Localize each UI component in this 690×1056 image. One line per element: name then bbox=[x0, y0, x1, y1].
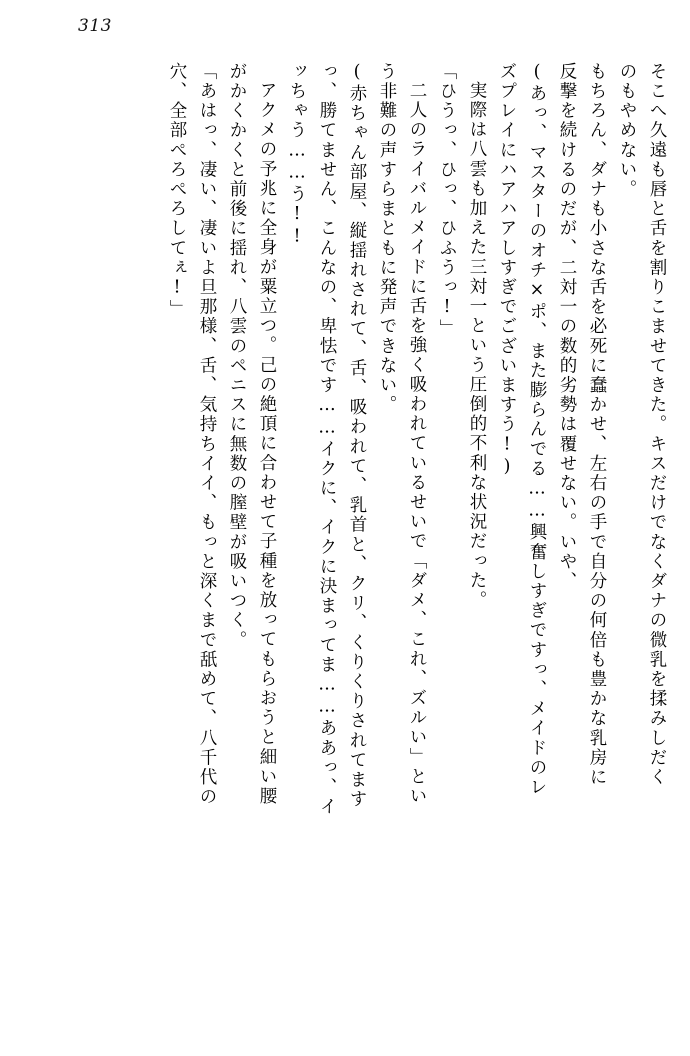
text-line: そこへ久遠も唇と舌を割りこませてきた。キスだけでなくダナの微乳を揉みしだく bbox=[647, 62, 667, 788]
text-line: 「あはっ、凄い、凄いよ旦那様、舌、気持ちイイ、もっと深くまで舐めて、八千代の bbox=[197, 62, 217, 807]
text-line: (赤ちゃん部屋、縦揺れされて、舌、吸われて、乳首と、クリ、くりくりされてます bbox=[347, 62, 367, 810]
text-line: (あっ、マスターのオチ×ポ、また膨らんでる……興奮しすぎですっ、メイドのレ bbox=[527, 62, 547, 798]
text-line: ッちゃう……う!! bbox=[287, 62, 307, 249]
text-line: 二人のライバルメイドに舌を強く吸われているせいで「ダメ、これ、ズルい」とい bbox=[407, 81, 427, 807]
text-line: ズプレイにハアハアしすぎでございますう!) bbox=[497, 62, 517, 479]
text-line: 実際は八雲も加えた三対一という圧倒的不利な状況だった。 bbox=[467, 81, 487, 611]
text-line: のもやめない。 bbox=[617, 62, 637, 200]
text-line: 反撃を続けるのだが、二対一の数的劣勢は覆せない。いや、 bbox=[557, 62, 577, 592]
text-line: 「ひうっ、ひっ、ひふうっ!」 bbox=[437, 62, 457, 339]
page-number: 313 bbox=[78, 16, 112, 36]
text-line: アクメの予兆に全身が粟立つ。己の絶頂に合わせて子種を放ってもらおうと細い腰 bbox=[257, 81, 277, 807]
text-line: 穴、全部ぺろぺろしてぇ!」 bbox=[167, 62, 187, 320]
text-line: う非難の声すらまともに発声できない。 bbox=[377, 62, 397, 415]
body-text-block bbox=[0, 62, 672, 1037]
text-line: もちろん、ダナも小さな舌を必死に蠢かせ、左右の手で自分の何倍も豊かな乳房に bbox=[587, 62, 607, 788]
text-line: っ、勝てません、こんなの、卑怯です……イクに、イクに決まってま……ああっ、イ bbox=[317, 62, 337, 817]
text-line: がかくかくと前後に揺れ、八雲のペニスに無数の膣壁が吸いつく。 bbox=[227, 62, 247, 650]
